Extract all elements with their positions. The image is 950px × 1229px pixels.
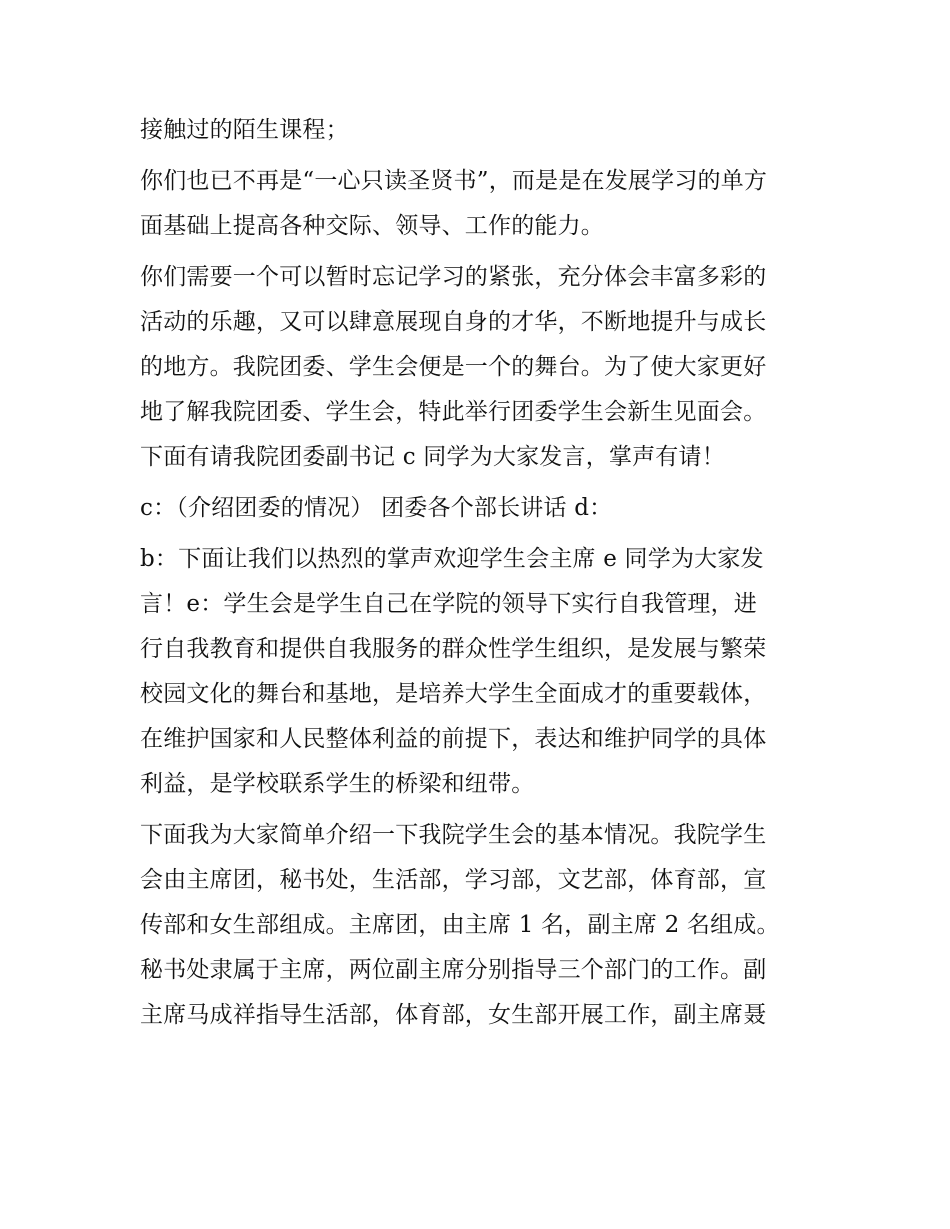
text-line: 传部和女生部组成。主席团，由主席 1 名，副主席 2 名组成。 (140, 912, 780, 938)
paragraph-start-line: b：下面让我们以热烈的掌声欢迎学生会主席 e 同学为大家发 (140, 546, 764, 572)
text-line: 面基础上提高各种交际、领导、工作的能力。 (140, 213, 604, 239)
paragraph-start-line: 你们也已不再是“一心只读圣贤书”，而是是在发展学习的单方 (140, 168, 768, 194)
text-line: 校园文化的舞台和基地，是培养大学生全面成才的重要载体， (140, 681, 767, 707)
text-line: 主席马成祥指导生活部，体育部，女生部开展工作，副主席聂 (140, 1002, 767, 1028)
text-line: 接触过的陌生课程； (140, 117, 349, 143)
paragraph-start-line: c：（介绍团委的情况） 团委各个部长讲话 d： (140, 495, 613, 521)
paragraph-start-line: 你们需要一个可以暂时忘记学习的紧张，充分体会丰富多彩的 (140, 264, 767, 290)
paragraph-start-line: 下面我为大家简单介绍一下我院学生会的基本情况。我院学生 (140, 822, 767, 848)
text-line: 地了解我院团委、学生会，特此举行团委学生会新生见面会。 (140, 399, 767, 425)
text-line: 下面有请我院团委副书记 c 同学为大家发言，掌声有请！ (140, 444, 725, 470)
text-line: 会由主席团，秘书处，生活部，学习部，文艺部，体育部，宣 (140, 867, 767, 893)
text-line: 在维护国家和人民整体利益的前提下，表达和维护同学的具体 (140, 726, 767, 752)
text-line: 秘书处隶属于主席，两位副主席分别指导三个部门的工作。副 (140, 957, 767, 983)
text-line: 利益，是学校联系学生的桥梁和纽带。 (140, 771, 535, 797)
text-line: 言！e：学生会是学生自己在学院的领导下实行自我管理，进 (140, 591, 758, 617)
text-line: 活动的乐趣，又可以肆意展现自身的才华，不断地提升与成长 (140, 309, 767, 335)
text-line: 的地方。我院团委、学生会便是一个的舞台。为了使大家更好 (140, 354, 767, 380)
document-body (140, 108, 820, 1038)
text-line: 行自我教育和提供自我服务的群众性学生组织，是发展与繁荣 (140, 636, 767, 662)
